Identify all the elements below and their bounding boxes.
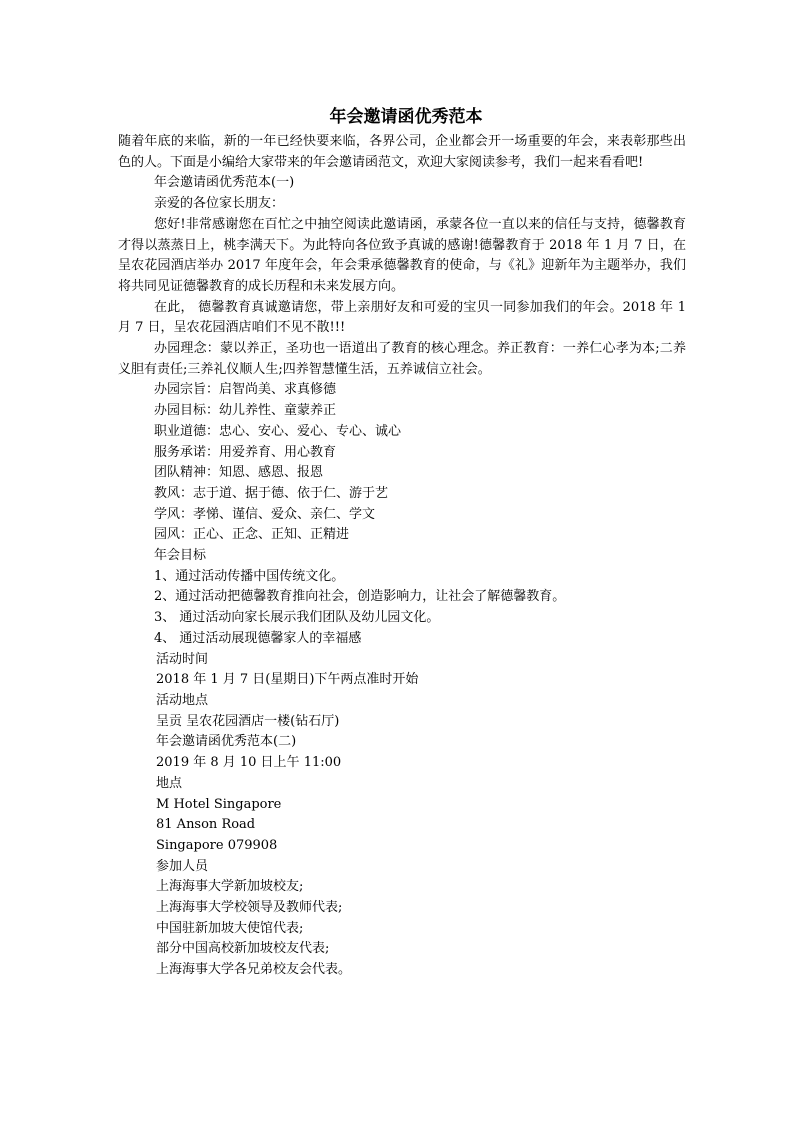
address-line: Singapore 079908 (156, 837, 278, 853)
address-line: M Hotel Singapore (156, 796, 282, 812)
attendee-item: 上海海事大学各兄弟校友会代表。 (156, 962, 352, 978)
event-date: 2019 年 8 月 10 日上午 11:00 (156, 755, 342, 771)
value-line: 办园目标：幼儿养性、童蒙养正 (154, 403, 337, 419)
time-value: 2018 年 1 月 7 日(星期日)下午两点准时开始 (156, 672, 419, 688)
goals-heading: 年会目标 (154, 548, 207, 564)
address-line: 81 Anson Road (156, 817, 256, 833)
attendee-item: 上海海事大学新加坡校友; (156, 879, 304, 895)
place-value: 呈贡 呈农花园酒店一楼(钻石厅) (156, 713, 340, 729)
intro-paragraph: 随着年底的来临，新的一年已经快要来临，各界公司，企业都会开一场重要的年会，来表彰那些出色的人。下面是小编给大家带来的年会邀请函范文，欢迎大家阅读参考，我们一起来看看吧! (118, 134, 686, 170)
place-heading: 活动地点 (156, 692, 209, 708)
body-paragraph-1: 您好!非常感谢您在百忙之中抽空阅读此邀请函，承蒙各位一直以来的信任与支持，德馨教育才得以蒸蒸日上，桃李满天下。为此特向各位致予真诚的感谢!德馨教育于 2018 年 1 月 7 日，在呈农花园酒店举办 2017 年度年会，年会秉承德馨教育的使命，与《礼》迎新年为主题举办，我们将共同见证德馨教育的成长历程和未来发展方向。 (118, 216, 686, 294)
salutation: 亲爱的各位家长朋友： (154, 196, 285, 212)
attendee-item: 部分中国高校新加坡校友代表; (156, 941, 330, 957)
value-line: 服务承诺：用爱养育、用心教育 (154, 444, 337, 460)
value-line: 园风：正心、正念、正知、正精进 (154, 527, 350, 543)
goal-item: 1、通过活动传播中国传统文化。 (154, 568, 345, 584)
value-line: 团队精神：知恩、感恩、报恩 (154, 465, 324, 481)
attendees-heading: 参加人员 (156, 858, 209, 874)
value-line: 学风：孝悌、谨信、爱众、亲仁、学文 (154, 506, 376, 522)
document-title: 年会邀请函优秀范本 (329, 107, 483, 127)
time-heading: 活动时间 (156, 651, 209, 667)
value-line: 职业道德：忠心、安心、爱心、专心、诚心 (154, 423, 402, 439)
value-line: 教风：志于道、据于德、依于仁、游于艺 (154, 485, 389, 501)
sample2-heading: 年会邀请函优秀范本(二) (156, 734, 297, 750)
goal-item: 3、 通过活动向家长展示我们团队及幼儿园文化。 (154, 610, 440, 626)
body-paragraph-3: 办园理念：蒙以养正，圣功也一语道出了教育的核心理念。养正教育：一养仁心孝为本;二养义胆有责任;三养礼仪顺人生;四养智慧懂生活，五养诚信立社会。 (118, 341, 686, 377)
location-heading: 地点 (156, 775, 183, 791)
attendee-item: 中国驻新加坡大使馆代表; (156, 920, 304, 936)
goal-item: 2、通过活动把德馨教育推向社会，创造影响力，让社会了解德馨教育。 (154, 589, 566, 605)
sample1-heading: 年会邀请函优秀范本(一) (154, 175, 295, 191)
attendee-item: 上海海事大学校领导及教师代表; (156, 900, 343, 916)
goal-item: 4、 通过活动展现德馨家人的幸福感 (154, 630, 362, 646)
body-paragraph-2: 在此， 德馨教育真诚邀请您，带上亲朋好友和可爱的宝贝一同参加我们的年会。2018 年 1 月 7 日，呈农花园酒店咱们不见不散!!! (118, 299, 686, 336)
value-line: 办园宗旨：启智尚美、求真修德 (154, 382, 337, 398)
document-page (118, 104, 686, 981)
